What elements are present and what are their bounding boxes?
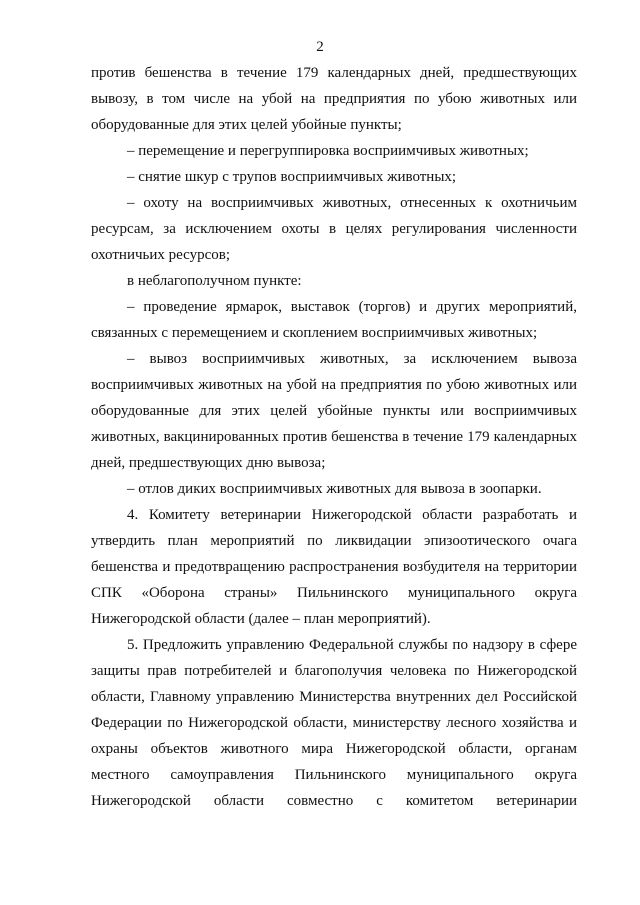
paragraph-list-item: – перемещение и перегруппировка восприимчивых животных; <box>127 143 529 159</box>
paragraph-list-item: – снятие шкур с трупов восприимчивых животных; <box>127 169 457 185</box>
document-body <box>91 60 577 814</box>
paragraph-item-5: 5. Предложить управлению Федеральной службы по надзору в сфере защиты прав потребителей и благополучия человека по Нижегородской области, Главному управлению Министерства внутренних дел Российской Федерации по Нижегородской области, министерству лесного хозяйства и охраны объектов животного мира Нижегородской области, органам местного самоуправления Пильнинского муниципального округа Нижегородской области совместно с комитетом ветеринарии <box>91 637 577 809</box>
paragraph-list-item: – вывоз восприимчивых животных, за исключением вывоза восприимчивых животных на убой на предприятия по убою животных или оборудованные для этих целей убойные пункты или восприимчивых животных, вакцинированных против бешенства в течение 179 календарных дней, предшествующих дню вывоза; <box>91 351 577 471</box>
paragraph-list-item: – проведение ярмарок, выставок (торгов) и других мероприятий, связанных с перемещением и скоплением восприимчивых животных; <box>91 299 577 341</box>
paragraph-list-item: – охоту на восприимчивых животных, отнесенных к охотничьим ресурсам, за исключением охоты в целях регулирования численности охотничьих ресурсов; <box>91 195 577 263</box>
paragraph-continuation: против бешенства в течение 179 календарных дней, предшествующих вывозу, в том числе на убой на предприятия по убою животных или оборудованные для этих целей убойные пункты; <box>91 65 577 133</box>
paragraph-item-4: 4. Комитету ветеринарии Нижегородской области разработать и утвердить план мероприятий по ликвидации эпизоотического очага бешенства и предотвращению распространения возбудителя на территории СПК «Оборона страны» Пильнинского муниципального округа Нижегородской области (далее – план мероприятий). <box>91 507 577 627</box>
page-number: 2 <box>316 39 324 55</box>
paragraph-subheading: в неблагополучном пункте: <box>127 273 302 289</box>
paragraph-list-item: – отлов диких восприимчивых животных для вывоза в зоопарки. <box>127 481 542 497</box>
